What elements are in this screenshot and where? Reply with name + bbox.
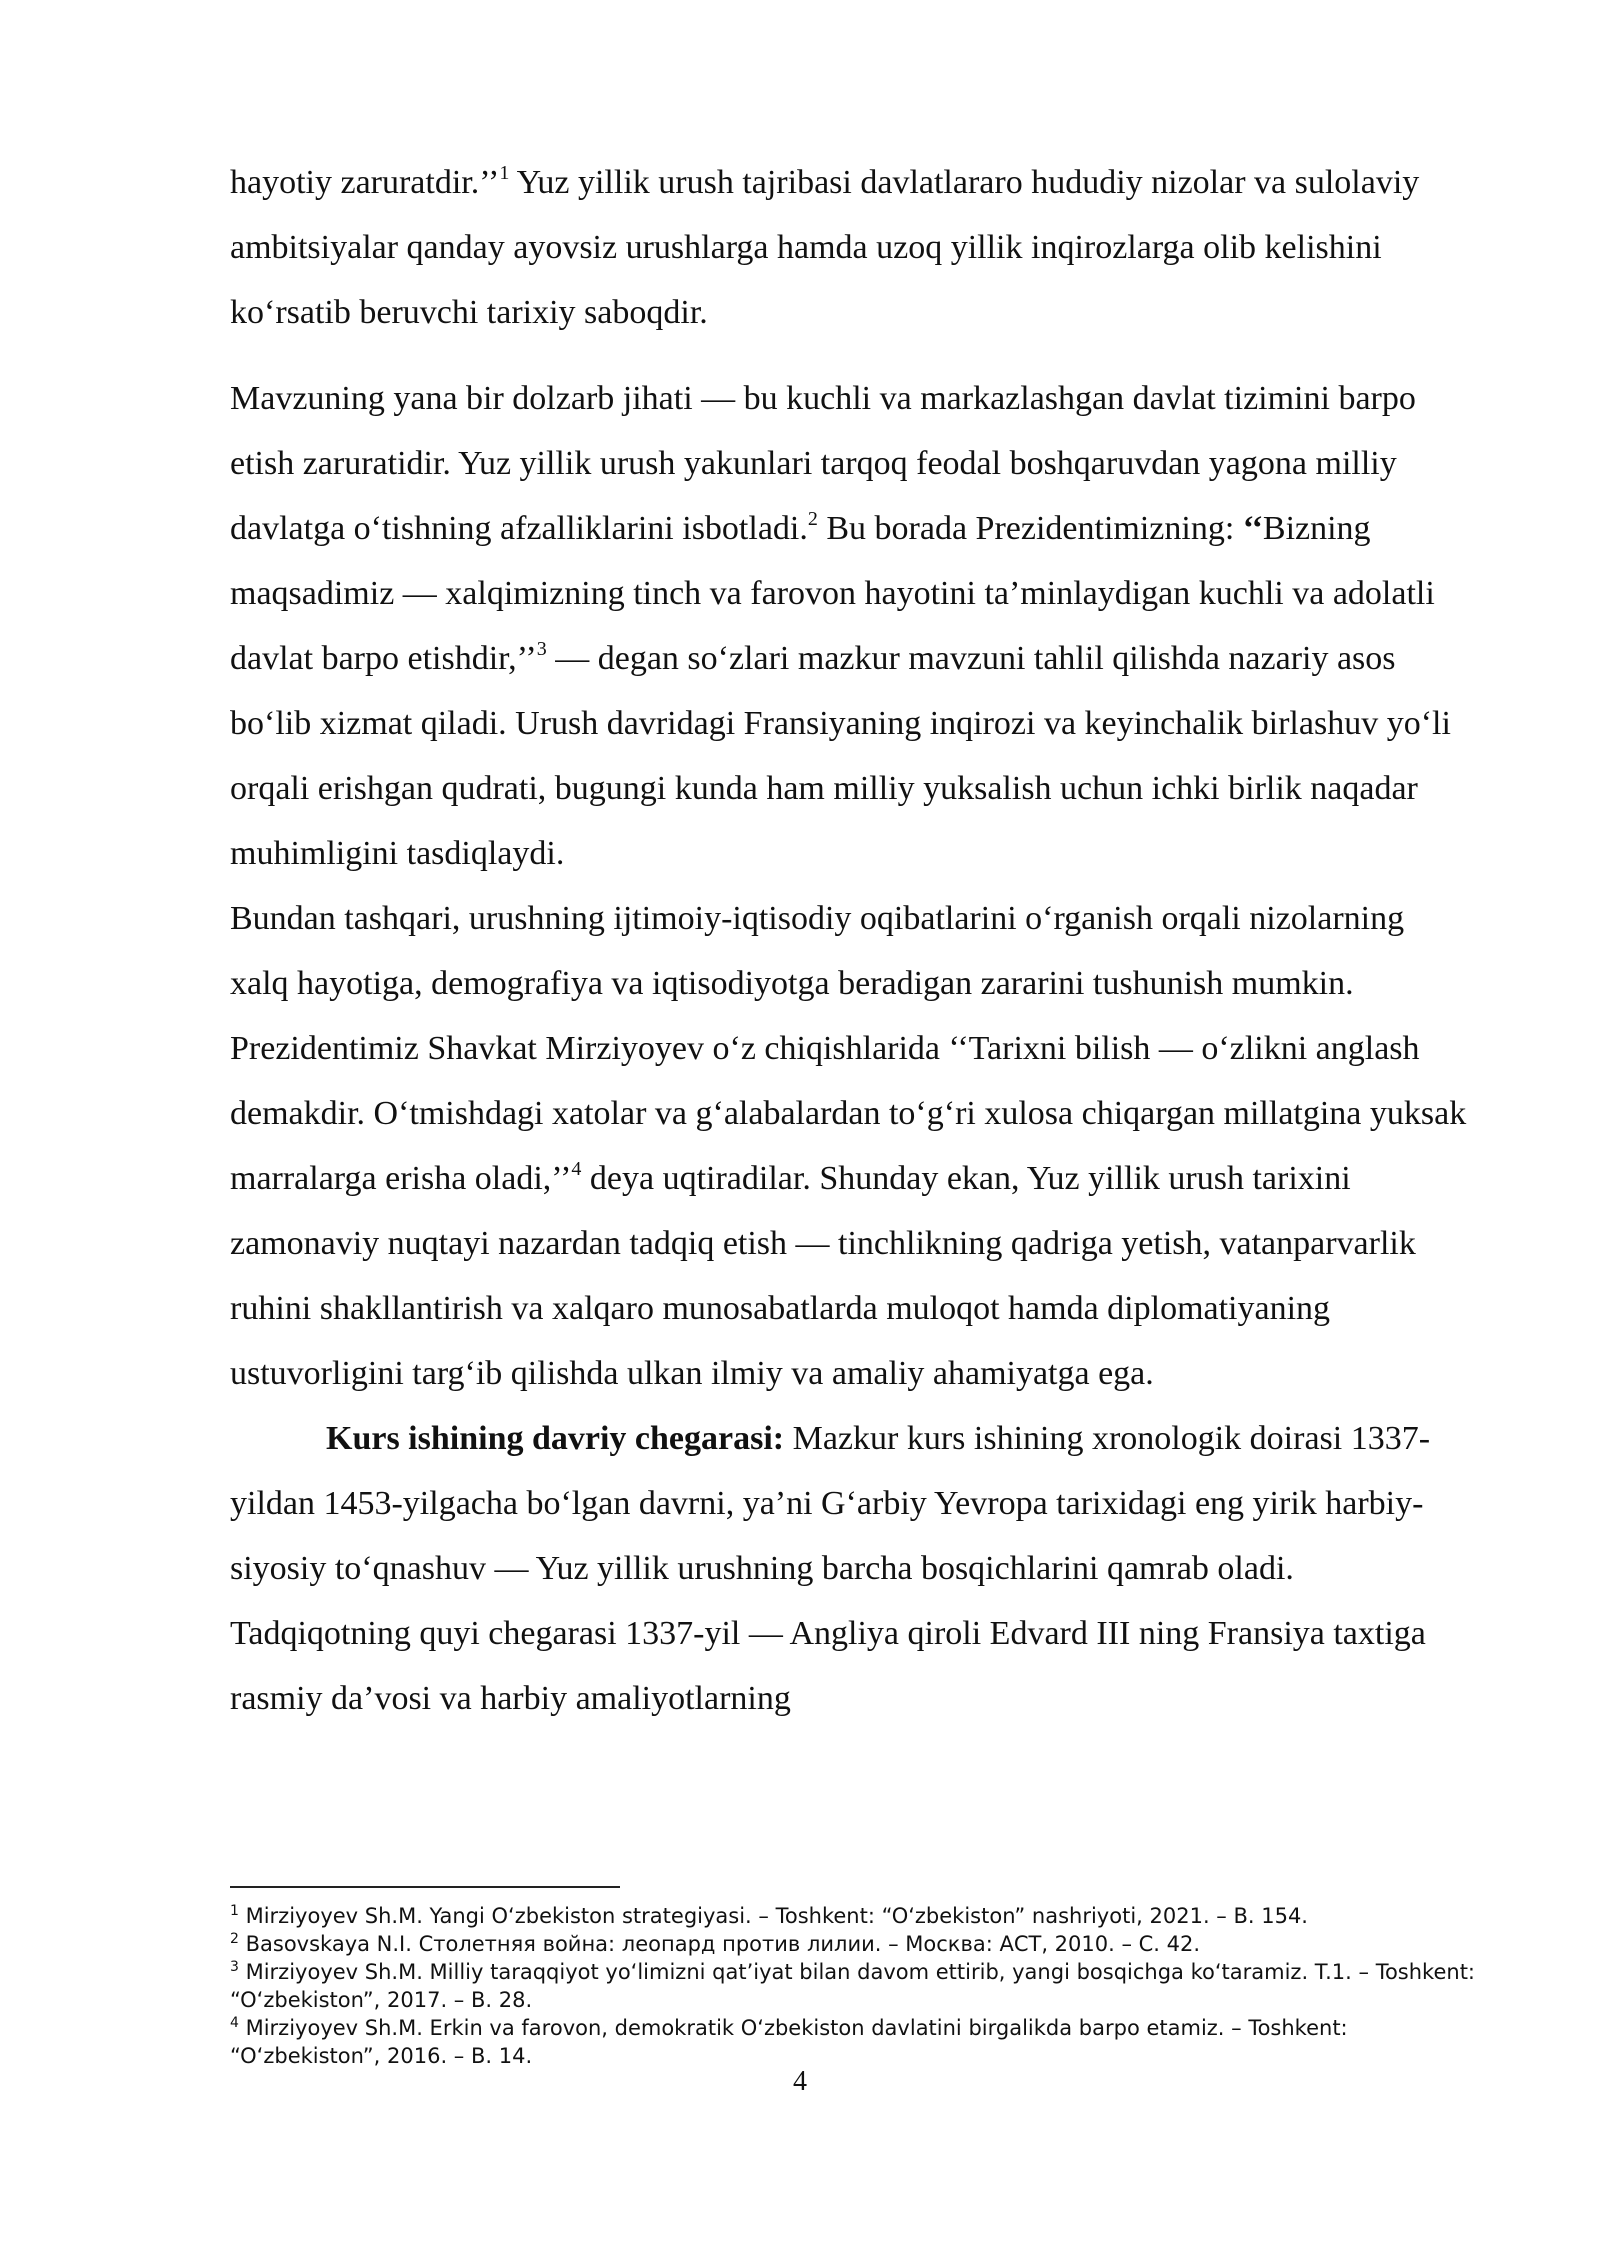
paragraph-4-text-a: Mazkur kurs ishining xronologik doirasi 1337-yildan 1453-yilgacha boʻlgan davrni, ya’ni Gʻarbiy Yevropa tarixidagi eng yirik harbiy-siyosiy toʻqnashuv — Yuz yillik urushning barcha bosqichlarini qamrab oladi. Tadqiqotning quyi chegarasi 1337-yil — Angliya qiroli Edvard III ning Fransiya taxtiga rasmiy da’vosi va harbiy amaliyotlarning (230, 1420, 1431, 1717)
paragraph-3-text-b: deya uqtiradilar. Shunday ekan, Yuz yillik urush tarixini zamonaviy nuqtayi nazardan tadqiq etish — tinchlikning qadriga yetish, vatanparvarlik ruhini shakllantirish va xalqaro munosabatlarda muloqot hamda diplomatiyaning ustuvorligini targʻib qilishda ulkan ilmiy va amaliy ahamiyatga ega. (230, 1160, 1416, 1392)
paragraph-4 (230, 1406, 1470, 1731)
footnote-ref-4[interactable]: 4 (571, 1157, 582, 1180)
paragraph-2 (230, 366, 1470, 886)
opening-quote-mark: ‘‘ (1242, 510, 1263, 547)
footnote-ref-2[interactable]: 2 (807, 507, 818, 530)
paragraph-2-text-a: Mavzuning yana bir dolzarb jihati — bu kuchli va markazlashgan davlat tizimini barpo etish zaruratidir. Yuz yillik urush yakunlari tarqoq feodal boshqaruvdan yagona milliy davlatga oʻtishning afzalliklarini isbotladi. (230, 380, 1416, 547)
footnote-text: Basovskaya N.I. Столетняя война: леопард против лилии. – Москва: АСТ, 2010. – С. 42. (238, 1932, 1201, 1956)
footnote-number: 4 (230, 2015, 239, 2031)
footnote-number: 2 (230, 1931, 239, 1947)
footnote-text: Mirziyoyev Sh.M. Erkin va farovon, demokratik Oʻzbekiston davlatini birgalikda barpo etamiz. – Toshkent: “Oʻzbekiston”, 2016. – B. 14. (230, 2016, 1348, 2068)
body-text (230, 150, 1470, 1731)
paragraph-3-text-a: Bundan tashqari, urushning ijtimoiy-iqtisodiy oqibatlarini oʻrganish orqali nizolarning xalq hayotiga, demografiya va iqtisodiyotga beradigan zararini tushunish mumkin. Prezidentimiz Shavkat Mirziyoyev oʻz chiqishlarida ‘‘Tarixni bilish — oʻzlikni anglash demakdir. Oʻtmishdagi xatolar va gʻalabalardan toʻgʻri xulosa chiqargan millatgina yuksak marralarga erisha oladi,’’ (230, 900, 1467, 1197)
page-number: 4 (793, 2066, 807, 2097)
paragraph-1-text-b: Yuz yillik urush tajribasi davlatlararo hududiy nizolar va sulolaviy ambitsiyalar qanday ayovsiz urushlarga hamda uzoq yillik inqirozlarga olib kelishini koʻrsatib beruvchi tarixiy saboqdir. (230, 164, 1420, 331)
footnote-separator (230, 1886, 620, 1888)
footnote-text: Mirziyoyev Sh.M. Milliy taraqqiyot yoʻlimizni qat’iyat bilan davom ettirib, yangi bosqichga koʻtaramiz. T.1. – Toshkent: “Oʻzbekiston”, 2017. – B. 28. (230, 1960, 1475, 2012)
footnotes (230, 1902, 1480, 2070)
footnote-1 (230, 1902, 1480, 1930)
footnote-4 (230, 2014, 1480, 2070)
footnote-number: 3 (230, 1959, 239, 1975)
section-heading: Kurs ishining davriy chegarasi: (326, 1420, 785, 1457)
paragraph-1 (230, 150, 1470, 345)
paragraph-2-text-d: — degan soʻzlari mazkur mavzuni tahlil qilishda nazariy asos boʻlib xizmat qiladi. Urush davridagi Fransiyaning inqirozi va keyinchalik birlashuv yoʻli orqali erishgan qudrati, bugungi kunda ham milliy yuksalish uchun ichki birlik naqadar muhimligini tasdiqlaydi. (230, 640, 1451, 872)
footnote-number: 1 (230, 1903, 239, 1919)
paragraph-1-text-a: hayotiy zaruratdir.’’ (230, 164, 500, 201)
footnote-text: Mirziyoyev Sh.M. Yangi Oʻzbekiston strategiyasi. – Toshkent: “Oʻzbekiston” nashriyoti, 2021. – B. 154. (238, 1904, 1308, 1928)
footnote-2 (230, 1930, 1480, 1958)
paragraph-3 (230, 886, 1470, 1406)
footnote-3 (230, 1958, 1480, 2014)
footnote-ref-3[interactable]: 3 (536, 637, 547, 660)
paragraph-2-text-c: Bizning maqsadimiz — xalqimizning tinch va farovon hayotini ta’minlaydigan kuchli va adolatli davlat barpo etishdir,’’ (230, 510, 1435, 677)
paragraph-2-text-b: Bu borada Prezidentimizning: (817, 510, 1243, 547)
footnote-ref-1[interactable]: 1 (499, 161, 510, 184)
